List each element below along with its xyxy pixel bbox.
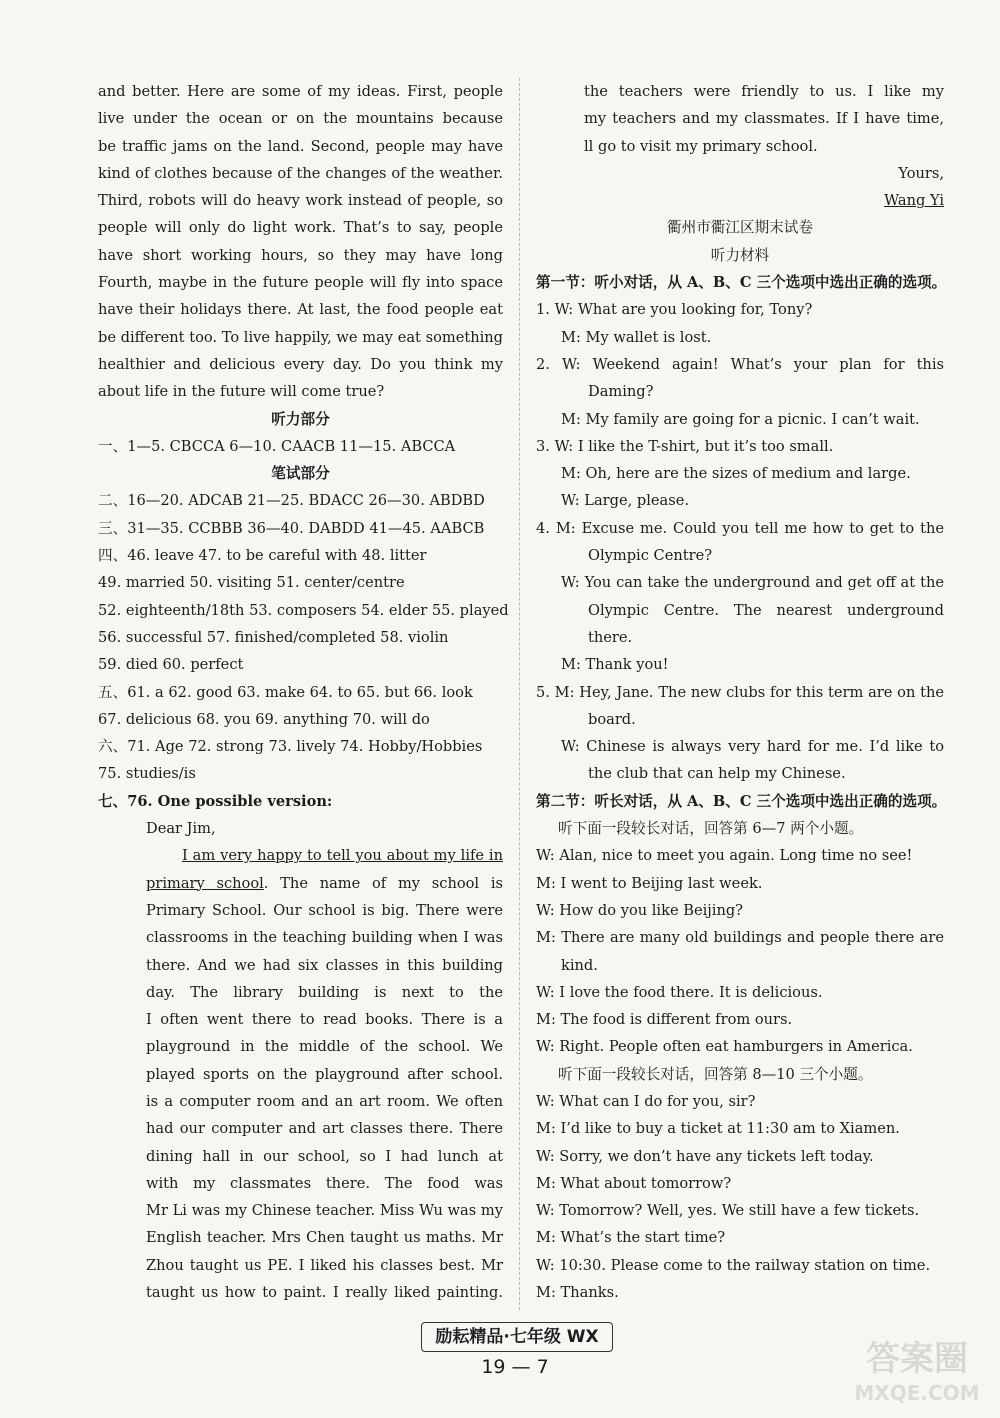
left-text-line: and better. Here are some of my ideas. First, people (98, 83, 503, 100)
left-text-line: have short working hours, so they may have long (98, 246, 503, 264)
left-column (98, 78, 509, 1306)
left-text-line: be traffic jams on the land. Second, people may have (98, 137, 503, 155)
right-text-line: 第一节：听小对话，从 A、B、C 三个选项中选出正确的选项。 (536, 274, 947, 292)
page-number: 19 — 7 (481, 1356, 549, 1378)
watermark-text-top: 答案圈 (866, 1339, 968, 1379)
right-text-line: M: There are many old buildings and people there are (536, 929, 944, 947)
left-text-line: healthier and delicious every day. Do you think my (98, 355, 503, 373)
right-text-line: W: How do you like Beijing? (536, 901, 744, 919)
left-text-line: 听力部分 (271, 410, 330, 428)
right-column (536, 78, 947, 1306)
left-text-line: playground in the middle of the school. We (146, 1038, 503, 1056)
left-text-line: day. The library building is next to the (146, 983, 503, 1001)
right-text-line: M: What about tomorrow? (536, 1174, 732, 1192)
right-text-line: board. (588, 710, 636, 728)
left-text-line: 六、71. Age 72. strong 73. lively 74. Hobby/Hobbies (98, 738, 483, 756)
column-divider (519, 78, 520, 1310)
left-text-line: 五、61. a 62. good 63. make 64. to 65. but 66. look (98, 683, 473, 701)
left-text-line: have their holidays there. At last, the food people eat (98, 301, 503, 319)
left-text-line: about life in the future will come true? (98, 383, 385, 401)
left-text-line: had our computer and art classes there. There (146, 1120, 503, 1138)
left-text-line: Third, robots will do heavy work instead of people, so (98, 192, 503, 210)
left-text-line: I am very happy to tell you about my life in (182, 847, 503, 865)
left-text-line: 59. died 60. perfect (98, 656, 244, 674)
left-text-line: be different too. To live happily, we may eat something (98, 328, 503, 346)
right-text-line: 4. M: Excuse me. Could you tell me how to get to the (536, 519, 944, 537)
left-text-line: dining hall in our school, so I had lunch at (146, 1147, 503, 1165)
right-text-line: M: I’d like to buy a ticket at 11:30 am to Xiamen. (536, 1120, 900, 1138)
right-text-line: M: My family are going for a picnic. I can’t wait. (561, 410, 920, 428)
right-text-line: M: Oh, here are the sizes of medium and large. (561, 465, 911, 483)
right-text-line: W: What can I do for you, sir? (536, 1092, 756, 1110)
underlined-phrase: primary school (146, 874, 264, 892)
right-text-line: M: Thanks. (536, 1284, 619, 1302)
right-text-line: 2. W: Weekend again! What’s your plan for this (536, 355, 944, 373)
left-text-line: Dear Jim, (146, 820, 216, 838)
watermark-logo (842, 1328, 992, 1408)
left-text-line: live under the ocean or on the mountains because (98, 110, 503, 128)
left-text-line: there. And we had six classes in this building (146, 956, 503, 974)
left-text-line: 三、31—35. CCBBB 36—40. DABDD 41—45. AABCB (98, 519, 485, 537)
right-text-line: W: I love the food there. It is delicious. (536, 983, 823, 1001)
right-text-line: W: Sorry, we don’t have any tickets left today. (536, 1147, 874, 1165)
right-text-line: Wang Yi (884, 192, 944, 210)
left-text-line: 笔试部分 (271, 465, 330, 483)
right-text-line: M: What’s the start time? (536, 1229, 726, 1247)
right-text-line: 衢州市衢江区期末试卷 (667, 219, 813, 237)
left-text-line: is a computer room and an art room. We often (146, 1092, 503, 1110)
right-text-line: Daming? (588, 383, 654, 401)
right-text-line: W: You can take the underground and get off at the (561, 574, 944, 592)
right-text-line: kind. (561, 956, 598, 974)
left-text-line: I often went there to read books. There is a (146, 1011, 503, 1029)
right-text-line: the teachers were friendly to us. I like my (584, 83, 944, 100)
left-text-line: 52. eighteenth/18th 53. composers 54. elder 55. played (98, 601, 509, 619)
left-text-line (98, 870, 503, 897)
right-text-line: M: My wallet is lost. (561, 328, 712, 346)
left-text-line: 一、1—5. CBCCA 6—10. CAACB 11—15. ABCCA (98, 437, 456, 455)
right-text-line: W: Alan, nice to meet you again. Long time no see! (536, 847, 913, 865)
right-text-line: M: The food is different from ours. (536, 1011, 793, 1029)
left-text-line: with my classmates there. The food was (146, 1174, 503, 1192)
left-text-line: Mr Li was my Chinese teacher. Miss Wu was my (146, 1202, 503, 1220)
left-text-line: people will only do light work. That’s to say, people (98, 219, 503, 237)
left-text-line: 75. studies/is (98, 765, 196, 783)
right-text-line: 听力材料 (710, 246, 770, 264)
right-text-line: W: Right. People often eat hamburgers in America. (536, 1038, 913, 1056)
right-text-line: Olympic Centre? (588, 547, 713, 565)
right-text-line: W: 10:30. Please come to the railway station on time. (536, 1256, 931, 1274)
right-text-line: the club that can help my Chinese. (588, 765, 846, 783)
left-text-line: taught us how to paint. I really liked painting. (146, 1284, 503, 1302)
right-text-line: there. (588, 628, 633, 646)
left-text-line: 49. married 50. visiting 51. center/centre (98, 574, 405, 592)
right-text-line: 第二节：听长对话，从 A、B、C 三个选项中选出正确的选项。 (536, 792, 947, 810)
left-text-line: 七、76. One possible version: (98, 792, 333, 810)
left-text-line: 四、46. leave 47. to be careful with 48. litter (98, 547, 427, 565)
left-text-line: English teacher. Mrs Chen taught us maths. Mr (146, 1229, 503, 1247)
right-text-line: 3. W: I like the T-shirt, but it’s too small. (536, 437, 834, 455)
left-text-line: 二、16—20. ADCAB 21—25. BDACC 26—30. ABDBD (98, 492, 485, 510)
watermark-text-bottom: MXQE.COM (854, 1381, 980, 1405)
right-text-line: M: I went to Beijing last week. (536, 874, 763, 892)
left-text-line: Primary School. Our school is big. There were (146, 901, 503, 919)
right-text-line: W: Large, please. (561, 492, 690, 510)
text-span: . The name of my school is (263, 874, 503, 892)
right-text-line: 1. W: What are you looking for, Tony? (536, 301, 813, 319)
right-text-line: W: Chinese is always very hard for me. I’d like to (561, 738, 944, 756)
left-text-line: classrooms in the teaching building when I was (146, 929, 503, 947)
right-text-line: Yours, (898, 164, 944, 182)
book-brand-label: 励耘精品·七年级 WX (421, 1322, 613, 1352)
right-text-line: ll go to visit my primary school. (584, 137, 818, 155)
right-text-line: 听下面一段较长对话，回答第 8—10 三个小题。 (558, 1065, 873, 1083)
right-text-line: M: Thank you! (561, 656, 669, 674)
right-text-line: Olympic Centre. The nearest underground (588, 601, 944, 619)
right-text-line: W: Tomorrow? Well, yes. We still have a few tickets. (536, 1202, 920, 1220)
left-text-line: played sports on the playground after school. (146, 1065, 503, 1083)
left-text-line: Fourth, maybe in the future people will fly into space (98, 274, 503, 292)
right-text-line: 5. M: Hey, Jane. The new clubs for this term are on the (536, 683, 944, 701)
right-text-line: 听下面一段较长对话，回答第 6—7 两个小题。 (558, 820, 864, 838)
left-text-line: 67. delicious 68. you 69. anything 70. will do (98, 710, 430, 728)
left-text-line: 56. successful 57. finished/completed 58. violin (98, 628, 449, 646)
left-text-line: kind of clothes because of the changes of the weather. (98, 164, 503, 182)
right-text-line: my teachers and my classmates. If I have time, (584, 110, 944, 128)
left-text-line: Zhou taught us PE. I liked his classes best. Mr (146, 1256, 503, 1274)
